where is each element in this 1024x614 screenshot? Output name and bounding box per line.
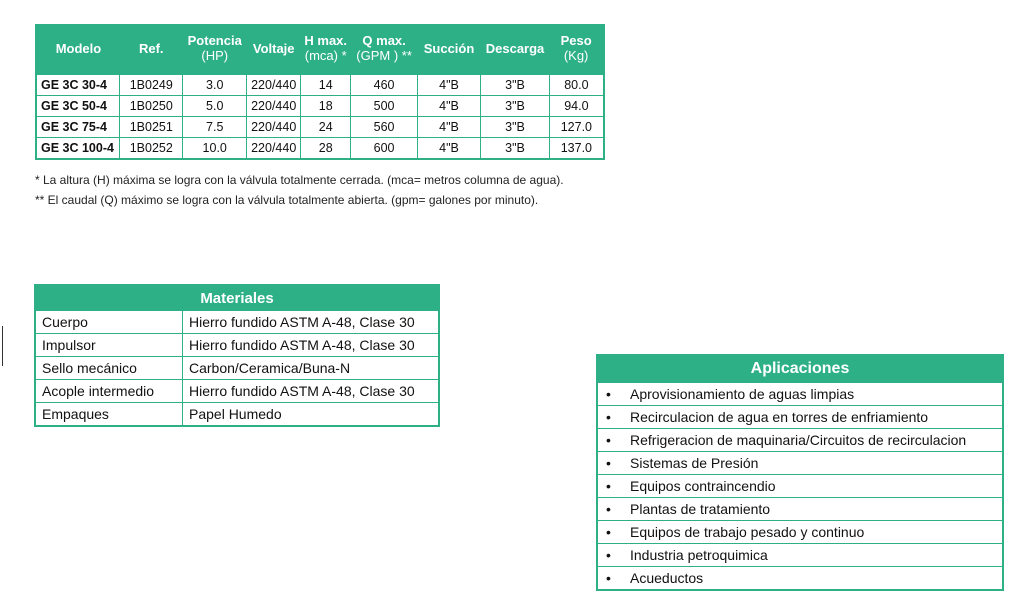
table-row	[36, 138, 604, 160]
cell-model: GE 3C 50-4	[36, 96, 120, 117]
cell-voltaje: 220/440	[247, 96, 301, 117]
material-value: Carbon/Ceramica/Buna-N	[183, 357, 440, 380]
cell-potencia: 7.5	[183, 117, 247, 138]
material-value: Hierro fundido ASTM A-48, Clase 30	[183, 311, 440, 334]
header-modelo: Modelo	[36, 25, 120, 73]
header-ref: Ref.	[120, 25, 183, 73]
header-h-max: H max. (mca) *	[301, 25, 351, 73]
application-label: Sistemas de Presión	[630, 455, 759, 471]
materials-title: Materiales	[35, 285, 439, 311]
table-row	[35, 380, 439, 403]
material-part: Impulsor	[35, 334, 183, 357]
header-q-max: Q max. (GPM ) **	[351, 25, 417, 73]
cell-h-max: 14	[301, 73, 351, 96]
list-item	[597, 429, 1003, 452]
cell-succion: 4"B	[417, 96, 481, 117]
cell-q-max: 600	[351, 138, 417, 160]
list-item	[597, 498, 1003, 521]
cell-peso: 80.0	[549, 73, 604, 96]
list-item	[597, 567, 1003, 591]
material-part: Cuerpo	[35, 311, 183, 334]
cell-peso: 94.0	[549, 96, 604, 117]
application-label: Plantas de tratamiento	[630, 501, 771, 517]
header-descarga: Descarga	[481, 25, 549, 73]
cell-ref: 1B0252	[120, 138, 183, 160]
list-item	[597, 406, 1003, 429]
header-potencia: Potencia (HP)	[183, 25, 247, 73]
table-row	[35, 311, 439, 334]
footnote-flow: ** El caudal (Q) máximo se logra con la válvula totalmente abierta. (gpm= galones por minuto).	[35, 193, 539, 207]
cell-model: GE 3C 75-4	[36, 117, 120, 138]
header-succion: Succión	[417, 25, 481, 73]
application-label: Equipos contraincendio	[630, 478, 776, 494]
footnote-height: * La altura (H) máxima se logra con la válvula totalmente cerrada. (mca= metros columna de agua).	[35, 173, 564, 187]
bullet-icon: •	[606, 547, 611, 563]
margin-mark	[2, 326, 3, 366]
list-item	[597, 452, 1003, 475]
application-label: Equipos de trabajo pesado y continuo	[630, 524, 865, 540]
cell-descarga: 3"B	[481, 96, 549, 117]
list-item	[597, 383, 1003, 406]
application-label: Industria petroquimica	[630, 547, 768, 563]
cell-ref: 1B0251	[120, 117, 183, 138]
application-label: Acueductos	[630, 570, 704, 586]
table-row	[36, 117, 604, 138]
material-value: Hierro fundido ASTM A-48, Clase 30	[183, 380, 440, 403]
bullet-icon: •	[606, 524, 611, 540]
table-row	[36, 96, 604, 117]
material-value: Papel Humedo	[183, 403, 440, 427]
cell-h-max: 28	[301, 138, 351, 160]
cell-peso: 137.0	[549, 138, 604, 160]
cell-h-max: 24	[301, 117, 351, 138]
bullet-icon: •	[606, 478, 611, 494]
cell-descarga: 3"B	[481, 138, 549, 160]
bullet-icon: •	[606, 501, 611, 517]
cell-potencia: 3.0	[183, 73, 247, 96]
application-label: Aprovisionamiento de aguas limpias	[630, 386, 855, 402]
table-row	[35, 403, 439, 427]
cell-q-max: 460	[351, 73, 417, 96]
cell-model: GE 3C 100-4	[36, 138, 120, 160]
cell-voltaje: 220/440	[247, 73, 301, 96]
table-row	[35, 357, 439, 380]
cell-model: GE 3C 30-4	[36, 73, 120, 96]
table-row	[36, 73, 604, 96]
material-part: Acople intermedio	[35, 380, 183, 403]
bullet-icon: •	[606, 570, 611, 586]
application-label: Refrigeracion de maquinaria/Circuitos de recirculacion	[630, 432, 967, 448]
bullet-icon: •	[606, 455, 611, 471]
cell-ref: 1B0249	[120, 73, 183, 96]
list-item	[597, 544, 1003, 567]
cell-descarga: 3"B	[481, 73, 549, 96]
materials-table	[34, 284, 440, 427]
bullet-icon: •	[606, 432, 611, 448]
material-value: Hierro fundido ASTM A-48, Clase 30	[183, 334, 440, 357]
bullet-icon: •	[606, 409, 611, 425]
cell-q-max: 500	[351, 96, 417, 117]
cell-potencia: 10.0	[183, 138, 247, 160]
cell-q-max: 560	[351, 117, 417, 138]
specs-header-row	[36, 25, 604, 73]
cell-descarga: 3"B	[481, 117, 549, 138]
list-item	[597, 521, 1003, 544]
cell-voltaje: 220/440	[247, 138, 301, 160]
cell-succion: 4"B	[417, 117, 481, 138]
cell-succion: 4"B	[417, 73, 481, 96]
application-label: Recirculacion de agua en torres de enfriamiento	[630, 409, 929, 425]
cell-potencia: 5.0	[183, 96, 247, 117]
cell-voltaje: 220/440	[247, 117, 301, 138]
header-voltaje: Voltaje	[247, 25, 301, 73]
cell-peso: 127.0	[549, 117, 604, 138]
cell-h-max: 18	[301, 96, 351, 117]
bullet-icon: •	[606, 386, 611, 402]
specs-table	[35, 24, 605, 160]
applications-table	[596, 354, 1004, 591]
material-part: Empaques	[35, 403, 183, 427]
header-peso: Peso (Kg)	[549, 25, 604, 73]
list-item	[597, 475, 1003, 498]
cell-succion: 4"B	[417, 138, 481, 160]
table-row	[35, 334, 439, 357]
cell-ref: 1B0250	[120, 96, 183, 117]
applications-title: Aplicaciones	[597, 355, 1003, 383]
material-part: Sello mecánico	[35, 357, 183, 380]
